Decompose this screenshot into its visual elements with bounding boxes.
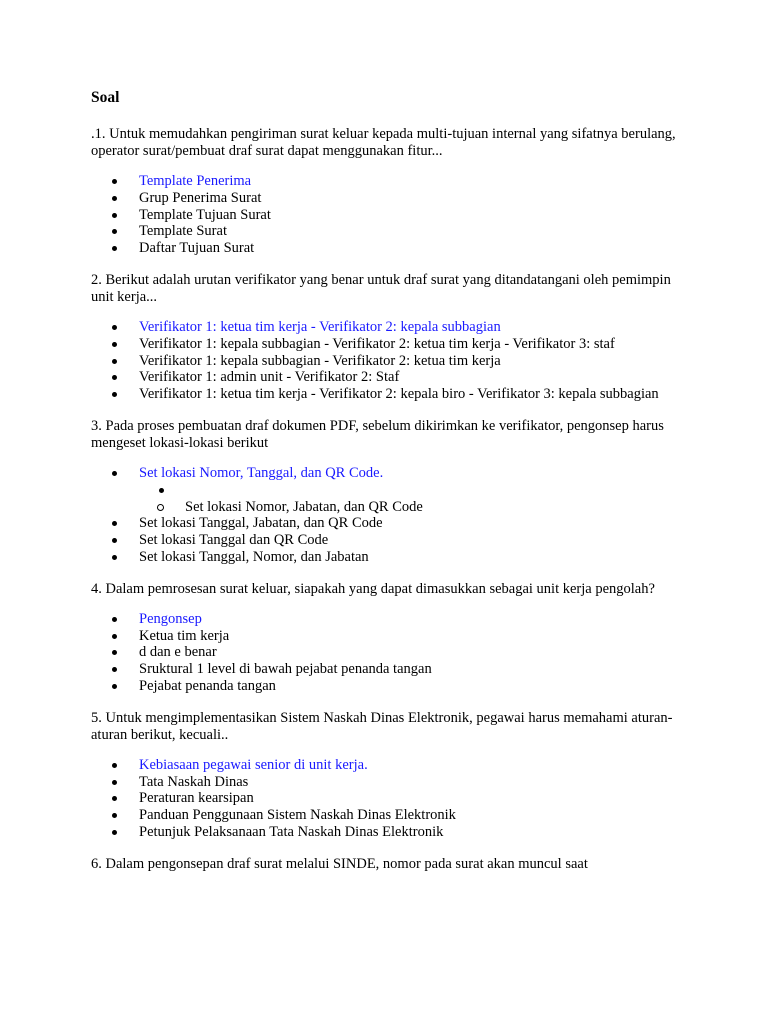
option-3a [91, 465, 681, 482]
nested-list [91, 482, 681, 516]
page-title: Soal [91, 89, 120, 106]
bullet-icon [159, 488, 164, 493]
option-text: Set lokasi Tanggal, Nomor, dan Jabatan [139, 548, 369, 565]
question-6: 6. Dalam pengonsepan draf surat melalui SINDE, nomor pada surat akan muncul saat [91, 855, 588, 872]
bullet-icon [112, 830, 117, 835]
question-1: .1. Untuk memudahkan pengiriman surat keluar kepada multi-tujuan internal yang sifatnya berulang, operator surat/pembuat draf surat dapat menggunakan fitur... [91, 126, 676, 159]
options-list-2 [91, 319, 681, 403]
option-text: Pengonsep [139, 610, 202, 627]
option-1a [91, 173, 681, 190]
question-3: 3. Pada proses pembuatan draf dokumen PDF, sebelum dikirimkan ke verifikator, pengonsep harus mengeset lokasi-lokasi berikut [91, 417, 664, 451]
option-text: Panduan Penggunaan Sistem Naskah Dinas Elektronik [139, 807, 456, 824]
bullet-icon [112, 392, 117, 397]
option-text: Sruktural 1 level di bawah pejabat penanda tangan [139, 661, 432, 678]
option-2c [91, 353, 681, 370]
option-text: Set lokasi Tanggal, Jabatan, dan QR Code [139, 515, 383, 532]
document-page [91, 88, 681, 886]
option-text: Verifikator 1: ketua tim kerja - Verifikator 2: kepala biro - Verifikator 3: kepala subbagian [139, 386, 659, 403]
bullet-icon [112, 813, 117, 818]
bullet-icon [112, 325, 117, 330]
option-5b [91, 774, 681, 791]
option-text: Template Surat [139, 223, 227, 240]
bullet-icon [112, 213, 117, 218]
bullet-icon [112, 634, 117, 639]
option-text: Set lokasi Nomor, Jabatan, dan QR Code [185, 498, 423, 515]
option-1e [91, 240, 681, 257]
option-3c [91, 515, 681, 532]
option-text: Verifikator 1: kepala subbagian - Verifikator 2: ketua tim kerja - Verifikator 3: staf [139, 335, 615, 352]
option-text: Verifikator 1: admin unit - Verifikator 2: Staf [139, 369, 400, 386]
question-2: 2. Berikut adalah urutan verifikator yang benar untuk draf surat yang ditandatangani oleh pemimpin unit kerja... [91, 271, 671, 305]
options-list-4 [91, 611, 681, 695]
option-text: Grup Penerima Surat [139, 189, 262, 206]
option-text: d dan e benar [139, 644, 217, 661]
option-4c [91, 644, 681, 661]
bullet-icon [112, 196, 117, 201]
bullet-icon [112, 179, 117, 184]
option-2e [91, 386, 681, 403]
option-text: Set lokasi Nomor, Tanggal, dan QR Code. [139, 464, 384, 481]
bullet-icon [112, 555, 117, 560]
option-2d [91, 369, 681, 386]
bullet-icon [112, 359, 117, 364]
option-text: Verifikator 1: ketua tim kerja - Verifikator 2: kepala subbagian [139, 318, 501, 335]
bullet-icon [112, 796, 117, 801]
bullet-icon [112, 375, 117, 380]
options-list-5 [91, 757, 681, 841]
question-4: 4. Dalam pemrosesan surat keluar, siapakah yang dapat dimasukkan sebagai unit kerja pengolah? [91, 580, 655, 597]
bullet-icon [112, 763, 117, 768]
option-3d [91, 532, 681, 549]
option-3-nested-empty [91, 482, 681, 516]
option-1b [91, 190, 681, 207]
question-5: 5. Untuk mengimplementasikan Sistem Naskah Dinas Elektronik, pegawai harus memahami aturan-aturan berikut, kecuali.. [91, 709, 673, 743]
options-list-1 [91, 173, 681, 257]
option-text: Peraturan kearsipan [139, 790, 254, 807]
bullet-icon [112, 780, 117, 785]
option-1d [91, 223, 681, 240]
option-5a [91, 757, 681, 774]
option-text: Tata Naskah Dinas [139, 773, 249, 790]
bullet-icon [112, 246, 117, 251]
bullet-icon [112, 342, 117, 347]
option-1c [91, 207, 681, 224]
bullet-icon [112, 617, 117, 622]
option-3e [91, 549, 681, 566]
option-2a [91, 319, 681, 336]
bullet-icon [112, 538, 117, 543]
option-2b [91, 336, 681, 353]
bullet-icon [112, 667, 117, 672]
option-text: Template Tujuan Surat [139, 206, 271, 223]
option-5e [91, 824, 681, 841]
option-5d [91, 807, 681, 824]
option-text: Kebiasaan pegawai senior di unit kerja. [139, 756, 368, 773]
nested-item [91, 499, 681, 516]
option-text: Petunjuk Pelaksanaan Tata Naskah Dinas Elektronik [139, 823, 444, 840]
circle-bullet-icon [157, 504, 164, 511]
option-5c [91, 790, 681, 807]
option-text: Pejabat penanda tangan [139, 677, 276, 694]
option-4b [91, 628, 681, 645]
option-text: Template Penerima [139, 173, 252, 189]
option-4d [91, 661, 681, 678]
options-list-3 [91, 465, 681, 566]
option-text: Ketua tim kerja [139, 627, 230, 644]
option-4e [91, 678, 681, 695]
option-text: Verifikator 1: kepala subbagian - Verifikator 2: ketua tim kerja [139, 352, 501, 369]
option-text: Set lokasi Tanggal dan QR Code [139, 532, 329, 549]
option-4a [91, 611, 681, 628]
bullet-icon [112, 650, 117, 655]
bullet-icon [112, 471, 117, 476]
nested-item-empty [91, 482, 681, 499]
bullet-icon [112, 684, 117, 689]
bullet-icon [112, 521, 117, 526]
option-text: Daftar Tujuan Surat [139, 240, 255, 257]
bullet-icon [112, 229, 117, 234]
